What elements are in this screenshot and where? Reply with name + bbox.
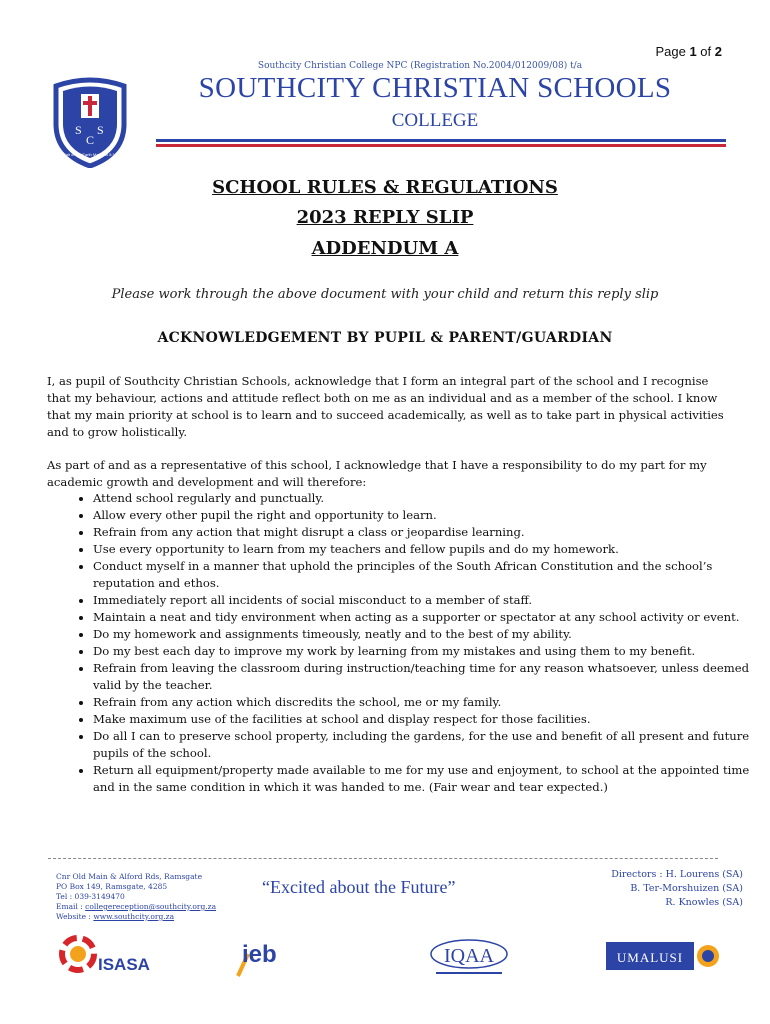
ieb-logo [230,932,300,980]
director-line: B. Ter-Morshuizen (SA) [630,883,743,894]
list-item: • Refrain from leaving the classroom during instruction/teaching time for any reason whatsoever, unless deemed valid by the teacher. [93,660,770,694]
commitments-list [47,490,770,796]
college-label: COLLEGE [391,110,479,131]
school-name: SOUTHCITY CHRISTIAN SCHOOLS [198,72,672,104]
crest-letter-s1: S [75,123,82,137]
website-line: Website : www.southcity.org.za [56,912,175,921]
paragraph-acknowledgement: I, as pupil of Southcity Christian Schools, acknowledge that I form an integral part of the school and I recognise that my behaviour, actions and attitude reflect both on me as an individual and as a member of the school. I know that my main priority at school is to learn and to succeed academically, as well as to take part in physical activities and to grow holistically. [47,374,724,439]
crest-letter-c: C [86,133,95,147]
list-item: • Immediately report all incidents of social misconduct to a member of staff. [93,592,770,609]
list-item: • Do all I can to preserve school property, including the gardens, for the use and benefit of all present and future pupils of the school. [93,728,770,762]
list-item: • Use every opportunity to learn from my teachers and fellow pupils and do my homework. [93,541,770,558]
list-item: • Conduct myself in a manner that uphold the principles of the South African Constitution and the school’s reputation and ethos. [93,558,770,592]
header-rule-blue [156,139,726,142]
paragraph-responsibility: As part of and as a representative of this school, I acknowledge that I have a responsibility to do my part for my academic growth and development and will therefore: [47,458,707,489]
directors-list [611,868,743,910]
iqaa-logo [428,932,510,980]
address-line: Cnr Old Main & Alford Rds, Ramsgate [56,872,203,881]
list-item: • Allow every other pupil the right and opportunity to learn. [93,507,770,524]
email-line: Email : collegereception@southcity.org.za [56,902,217,911]
umalusi-wordmark: UMALUSI [616,950,684,965]
title-addendum: ADDENDUM A [311,238,459,259]
list-item: • Return all equipment/property made available to me for my use and enjoyment, to school at the appointed time and in the same condition in which it was handed to me. (Fair wear and tear expected.) [93,762,770,796]
iqaa-wordmark: IQAA [444,945,494,967]
list-item: • Do my best each day to improve my work by learning from my mistakes and using them to my benefit. [93,643,770,660]
list-item: • Attend school regularly and punctually. [93,490,770,507]
header-rule-red [156,144,726,147]
title-rules: SCHOOL RULES & REGULATIONS [212,177,558,198]
list-item: • Refrain from any action that might disrupt a class or jeopardise learning. [93,524,770,541]
isasa-logo [58,932,158,980]
email-link[interactable]: collegereception@southcity.org.za [85,902,217,911]
isasa-wordmark: ISASA [98,955,150,974]
website-link[interactable]: www.southcity.org.za [93,912,175,921]
footer-address [56,872,216,922]
list-item: • Maintain a neat and tidy environment when acting as a supporter or spectator at any school activity or event. [93,609,770,626]
umalusi-logo [606,932,722,980]
slogan: “Excited about the Future” [262,877,456,897]
address-line: Tel : 039-3149470 [56,892,125,901]
crest-banner-text: Salt of the Earth Matthew 5:13 [63,152,117,157]
ack-heading: ACKNOWLEDGEMENT BY PUPIL & PARENT/GUARDIAN [157,330,613,346]
address-line: PO Box 149, Ramsgate, 4285 [56,882,168,891]
ieb-wordmark: ieb [242,941,277,968]
crest-letter-s2: S [97,123,104,137]
footer-divider [48,858,718,859]
title-reply-slip: 2023 REPLY SLIP [296,207,474,228]
list-item: • Make maximum use of the facilities at school and display respect for those facilities. [93,711,770,728]
list-item: • Refrain from any action which discredits the school, me or my family. [93,694,770,711]
intro-instruction: Please work through the above document with your child and return this reply slip [111,287,659,302]
page-number: Page 1 of 2 [655,44,722,59]
registration-line: Southcity Christian College NPC (Registration No.2004/012009/08) t/a [257,61,583,71]
list-item: • Do my homework and assignments timeously, neatly and to the best of my ability. [93,626,770,643]
director-line: R. Knowles (SA) [665,897,743,908]
director-line: Directors : H. Lourens (SA) [611,869,743,880]
